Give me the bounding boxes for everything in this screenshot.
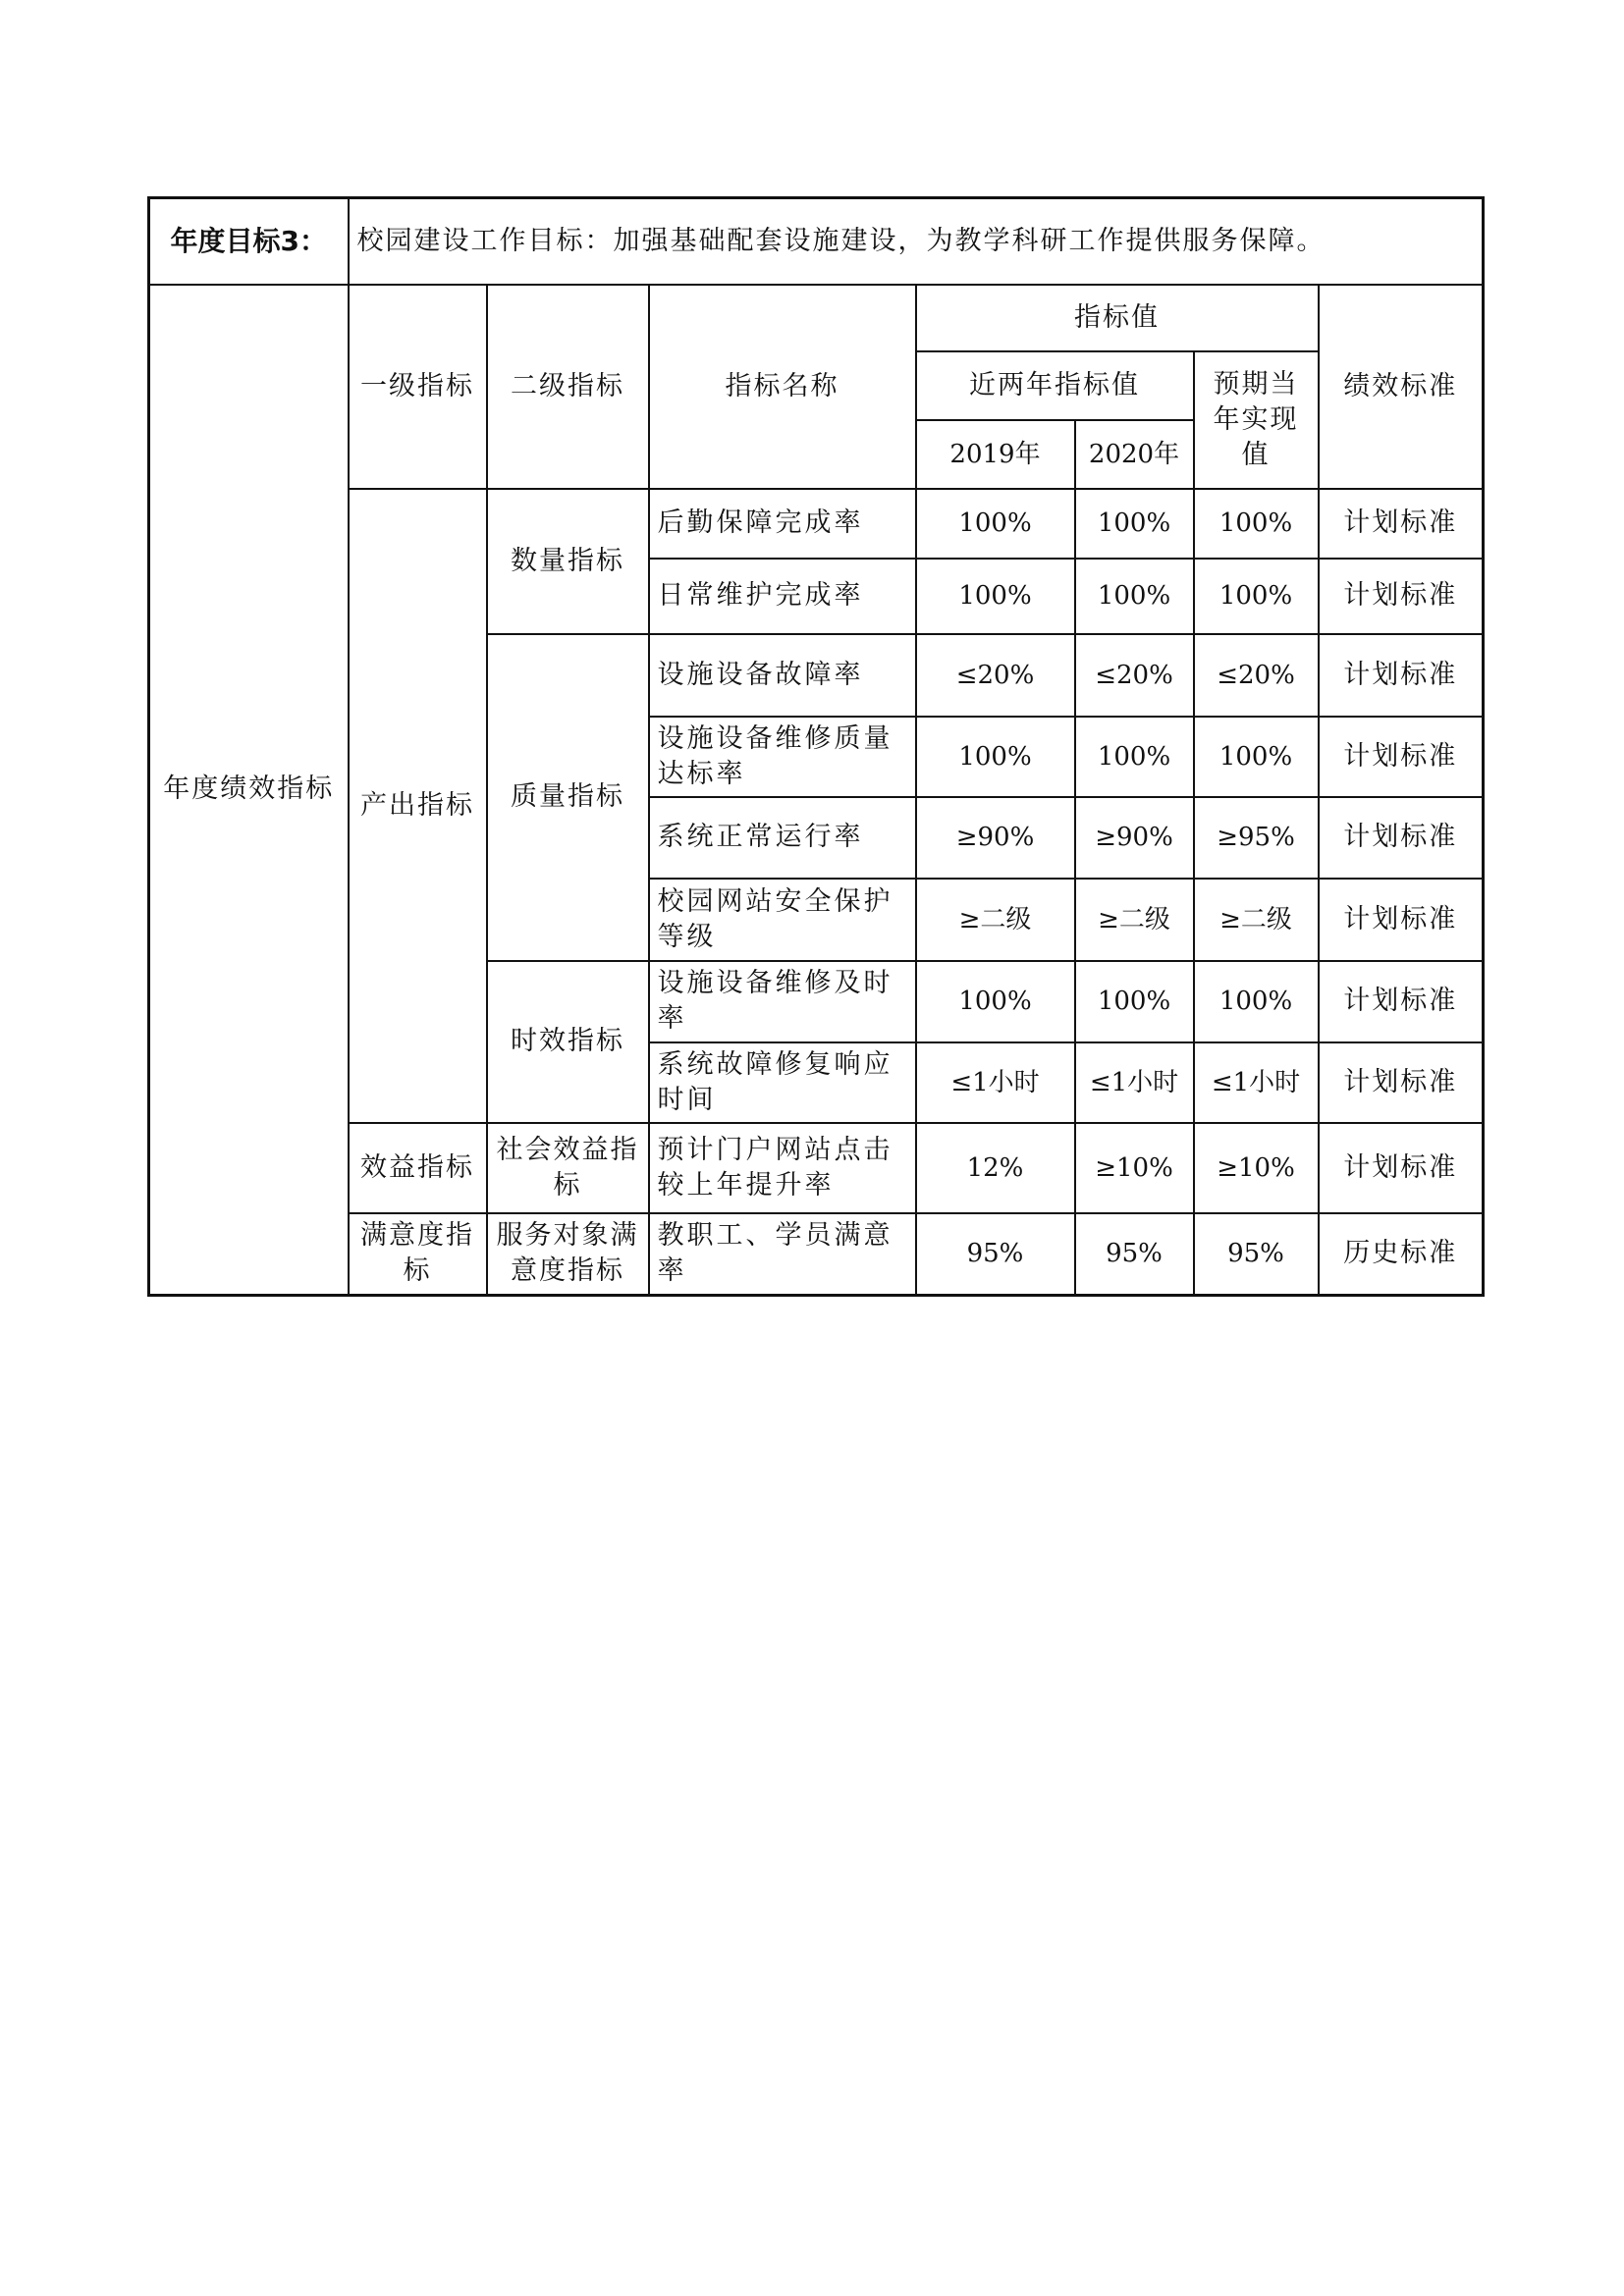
value-expected: 100% xyxy=(1194,961,1319,1042)
value-2019: ≤20% xyxy=(916,634,1075,717)
indicator-name: 预计门户网站点击较上年提升率 xyxy=(649,1123,916,1213)
indicator-name: 设施设备维修及时率 xyxy=(649,961,916,1042)
value-expected: 100% xyxy=(1194,717,1319,797)
indicator-name: 设施设备故障率 xyxy=(649,634,916,717)
value-2019: 100% xyxy=(916,489,1075,559)
header-expected: 预期当年实现值 xyxy=(1194,351,1319,489)
value-expected: ≥二级 xyxy=(1194,879,1319,961)
standard-value: 计划标准 xyxy=(1319,1123,1484,1213)
value-expected: ≥10% xyxy=(1194,1123,1319,1213)
value-2020: 100% xyxy=(1075,961,1194,1042)
value-2020: 100% xyxy=(1075,559,1194,634)
indicator-name: 系统正常运行率 xyxy=(649,797,916,879)
standard-value: 计划标准 xyxy=(1319,717,1484,797)
value-2020: ≥90% xyxy=(1075,797,1194,879)
value-2019: 95% xyxy=(916,1213,1075,1296)
value-expected: ≥95% xyxy=(1194,797,1319,879)
standard-value: 计划标准 xyxy=(1319,559,1484,634)
value-expected: 95% xyxy=(1194,1213,1319,1296)
value-2019: 12% xyxy=(916,1123,1075,1213)
standard-value: 计划标准 xyxy=(1319,634,1484,717)
header-level2: 二级指标 xyxy=(487,285,649,489)
value-2020: ≥10% xyxy=(1075,1123,1194,1213)
value-expected: ≤1小时 xyxy=(1194,1042,1319,1123)
value-2019: ≥二级 xyxy=(916,879,1075,961)
group-output: 产出指标 xyxy=(349,489,487,1123)
value-2020: ≥二级 xyxy=(1075,879,1194,961)
value-2020: ≤20% xyxy=(1075,634,1194,717)
value-2020: 100% xyxy=(1075,489,1194,559)
standard-value: 历史标准 xyxy=(1319,1213,1484,1296)
header-indicator-value: 指标值 xyxy=(916,285,1319,351)
header-row-1 xyxy=(149,285,1484,351)
value-2020: 95% xyxy=(1075,1213,1194,1296)
indicator-name: 后勤保障完成率 xyxy=(649,489,916,559)
standard-value: 计划标准 xyxy=(1319,961,1484,1042)
table-row xyxy=(149,1123,1484,1213)
value-expected: ≤20% xyxy=(1194,634,1319,717)
header-standard: 绩效标准 xyxy=(1319,285,1484,489)
header-name: 指标名称 xyxy=(649,285,916,489)
group-service-satisfaction: 服务对象满意度指标 xyxy=(487,1213,649,1296)
group-timeliness: 时效指标 xyxy=(487,961,649,1123)
indicator-name: 设施设备维修质量达标率 xyxy=(649,717,916,797)
value-2019: 100% xyxy=(916,961,1075,1042)
header-year-2020: 2020年 xyxy=(1075,420,1194,489)
group-quality: 质量指标 xyxy=(487,634,649,961)
value-2019: ≥90% xyxy=(916,797,1075,879)
goal-label: 年度目标3： xyxy=(149,198,349,285)
group-quantity: 数量指标 xyxy=(487,489,649,634)
standard-value: 计划标准 xyxy=(1319,489,1484,559)
indicator-name: 校园网站安全保护等级 xyxy=(649,879,916,961)
group-satisfaction: 满意度指标 xyxy=(349,1213,487,1296)
value-2019: 100% xyxy=(916,559,1075,634)
value-expected: 100% xyxy=(1194,489,1319,559)
value-2020: 100% xyxy=(1075,717,1194,797)
group-social-benefit: 社会效益指标 xyxy=(487,1123,649,1213)
performance-table xyxy=(147,196,1485,1297)
standard-value: 计划标准 xyxy=(1319,879,1484,961)
indicator-name: 教职工、学员满意率 xyxy=(649,1213,916,1296)
table-row xyxy=(149,489,1484,559)
indicator-name: 系统故障修复响应时间 xyxy=(649,1042,916,1123)
group-benefit: 效益指标 xyxy=(349,1123,487,1213)
value-2019: 100% xyxy=(916,717,1075,797)
indicator-name: 日常维护完成率 xyxy=(649,559,916,634)
header-level1: 一级指标 xyxy=(349,285,487,489)
header-recent-two-years: 近两年指标值 xyxy=(916,351,1194,420)
goal-text: 校园建设工作目标：加强基础配套设施建设，为教学科研工作提供服务保障。 xyxy=(349,198,1484,285)
value-expected: 100% xyxy=(1194,559,1319,634)
header-year-2019: 2019年 xyxy=(916,420,1075,489)
standard-value: 计划标准 xyxy=(1319,797,1484,879)
table-row xyxy=(149,1213,1484,1296)
section-label: 年度绩效指标 xyxy=(149,285,349,1296)
standard-value: 计划标准 xyxy=(1319,1042,1484,1123)
value-2020: ≤1小时 xyxy=(1075,1042,1194,1123)
value-2019: ≤1小时 xyxy=(916,1042,1075,1123)
goal-row xyxy=(149,198,1484,285)
